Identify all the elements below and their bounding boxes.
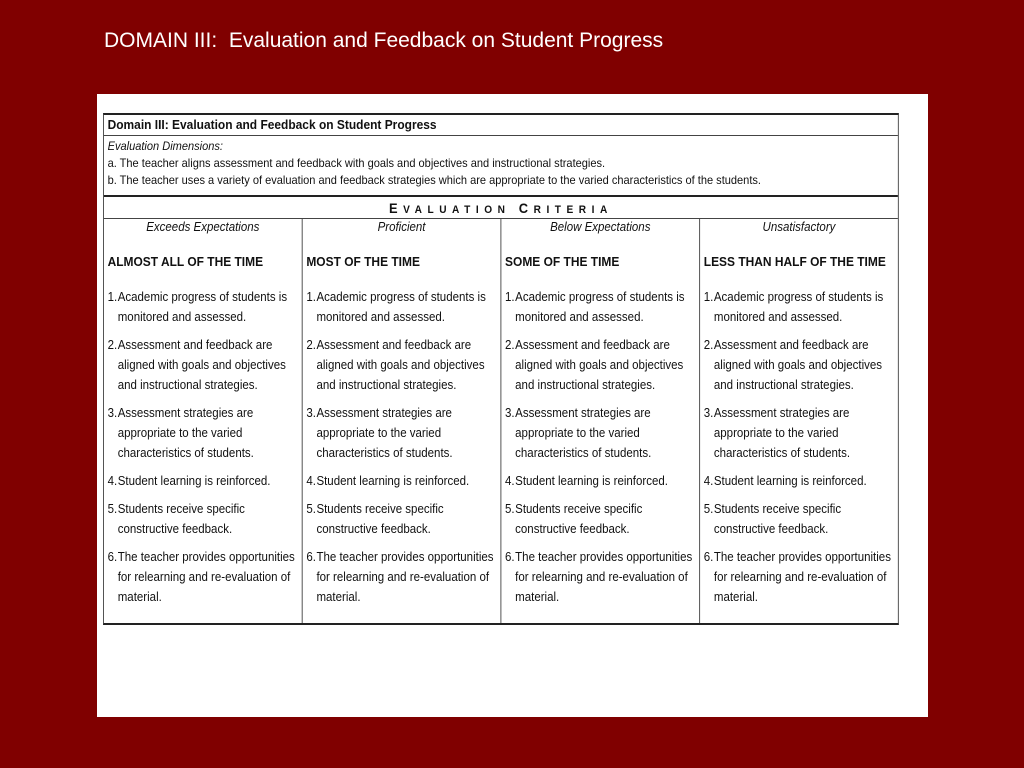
column-heading: Below Expectations bbox=[550, 220, 651, 234]
list-item bbox=[505, 471, 695, 491]
list-item bbox=[306, 499, 496, 539]
item-number: 5. bbox=[107, 502, 118, 516]
item-text: Assessment and feedback are aligned with goals and objectives and instructional strategies. bbox=[117, 338, 286, 392]
item-text: Student learning is reinforced. bbox=[515, 474, 668, 488]
frequency-label: SOME OF THE TIME bbox=[505, 254, 620, 269]
evaluation-dimensions bbox=[104, 136, 898, 197]
item-number: 2. bbox=[306, 338, 316, 352]
criteria-column bbox=[104, 219, 303, 623]
item-number: 1. bbox=[107, 290, 118, 304]
item-number: 5. bbox=[703, 502, 714, 516]
item-text: Assessment strategies are appropriate to the varied characteristics of students. bbox=[515, 406, 652, 460]
item-text: Academic progress of students is monitored and assessed. bbox=[316, 290, 486, 324]
item-number: 4. bbox=[306, 474, 316, 488]
item-text: Academic progress of students is monitored and assessed. bbox=[117, 290, 288, 324]
list-item bbox=[306, 471, 496, 491]
item-number: 3. bbox=[306, 406, 316, 420]
item-number: 3. bbox=[107, 406, 118, 420]
item-text: Students receive specific constructive feedback. bbox=[117, 502, 245, 536]
dimensions-heading: Evaluation Dimensions: bbox=[107, 139, 223, 153]
slide-title: DOMAIN III: Evaluation and Feedback on Student Progress bbox=[104, 29, 664, 52]
item-text: The teacher provides opportunities for relearning and re-evaluation of material. bbox=[117, 550, 295, 604]
rubric-table bbox=[103, 113, 899, 625]
list-item bbox=[505, 403, 695, 463]
item-text: Assessment and feedback are aligned with goals and objectives and instructional strategies. bbox=[713, 338, 883, 392]
list-item bbox=[704, 547, 894, 607]
item-text: The teacher provides opportunities for relearning and re-evaluation of material. bbox=[515, 550, 693, 604]
item-text: Student learning is reinforced. bbox=[316, 474, 470, 488]
item-number: 6. bbox=[703, 550, 714, 564]
list-item bbox=[505, 335, 695, 395]
item-number: 5. bbox=[505, 502, 515, 516]
criteria-list bbox=[704, 287, 894, 607]
column-heading: Exceeds Expectations bbox=[146, 220, 260, 234]
list-item bbox=[704, 287, 894, 327]
frequency-label: ALMOST ALL OF THE TIME bbox=[107, 254, 264, 269]
item-text: Academic progress of students is monitored and assessed. bbox=[713, 290, 884, 324]
item-text: Students receive specific constructive feedback. bbox=[515, 502, 643, 536]
item-number: 1. bbox=[703, 290, 714, 304]
criteria-list bbox=[505, 287, 695, 607]
item-number: 3. bbox=[703, 406, 714, 420]
criteria-columns bbox=[104, 219, 898, 623]
item-number: 5. bbox=[306, 502, 316, 516]
list-item bbox=[505, 287, 695, 327]
dimension-item: a. The teacher aligns assessment and feedback with goals and objectives and instructional strategies. bbox=[107, 156, 606, 170]
item-text: Assessment strategies are appropriate to the varied characteristics of students. bbox=[713, 406, 851, 460]
list-item bbox=[704, 403, 894, 463]
list-item bbox=[108, 403, 298, 463]
list-item bbox=[505, 547, 695, 607]
list-item bbox=[108, 499, 298, 539]
item-text: The teacher provides opportunities for relearning and re-evaluation of material. bbox=[713, 550, 891, 604]
item-text: Students receive specific constructive feedback. bbox=[316, 502, 444, 536]
list-item bbox=[306, 547, 496, 607]
criteria-column bbox=[501, 219, 700, 623]
list-item bbox=[704, 499, 894, 539]
item-number: 6. bbox=[107, 550, 118, 564]
list-item bbox=[108, 287, 298, 327]
item-number: 2. bbox=[505, 338, 515, 352]
item-text: Student learning is reinforced. bbox=[117, 474, 271, 488]
rubric-title: Domain III: Evaluation and Feedback on Student Progress bbox=[104, 115, 898, 136]
column-heading: Proficient bbox=[377, 220, 426, 234]
list-item bbox=[704, 335, 894, 395]
item-text: Assessment strategies are appropriate to the varied characteristics of students. bbox=[316, 406, 453, 460]
criteria-list bbox=[306, 287, 496, 607]
list-item bbox=[108, 471, 298, 491]
list-item bbox=[306, 403, 496, 463]
list-item bbox=[704, 471, 894, 491]
item-number: 4. bbox=[107, 474, 118, 488]
item-text: Assessment and feedback are aligned with goals and objectives and instructional strategies. bbox=[316, 338, 485, 392]
criteria-list bbox=[108, 287, 298, 607]
dimension-item: b. The teacher uses a variety of evaluation and feedback strategies which are appropriate to the varied characteristics of the students. bbox=[107, 173, 761, 187]
list-item bbox=[108, 335, 298, 395]
document-panel bbox=[97, 94, 928, 717]
list-item bbox=[306, 335, 496, 395]
item-text: Academic progress of students is monitored and assessed. bbox=[515, 290, 685, 324]
item-number: 3. bbox=[505, 406, 515, 420]
item-number: 6. bbox=[306, 550, 316, 564]
item-number: 1. bbox=[306, 290, 316, 304]
item-number: 4. bbox=[505, 474, 515, 488]
criteria-banner: EVALUATION CRITERIA bbox=[104, 197, 898, 219]
column-heading: Unsatisfactory bbox=[762, 220, 836, 234]
item-text: Students receive specific constructive feedback. bbox=[713, 502, 842, 536]
criteria-column bbox=[700, 219, 898, 623]
list-item bbox=[108, 547, 298, 607]
item-text: Student learning is reinforced. bbox=[713, 474, 867, 488]
item-text: Assessment and feedback are aligned with goals and objectives and instructional strategies. bbox=[515, 338, 684, 392]
criteria-column bbox=[303, 219, 502, 623]
frequency-label: MOST OF THE TIME bbox=[306, 254, 420, 269]
item-number: 4. bbox=[703, 474, 714, 488]
frequency-label: LESS THAN HALF OF THE TIME bbox=[703, 254, 886, 269]
list-item bbox=[505, 499, 695, 539]
item-number: 6. bbox=[505, 550, 515, 564]
item-number: 1. bbox=[505, 290, 515, 304]
item-number: 2. bbox=[703, 338, 714, 352]
item-text: The teacher provides opportunities for relearning and re-evaluation of material. bbox=[316, 550, 494, 604]
item-number: 2. bbox=[107, 338, 118, 352]
item-text: Assessment strategies are appropriate to the varied characteristics of students. bbox=[117, 406, 254, 460]
list-item bbox=[306, 287, 496, 327]
